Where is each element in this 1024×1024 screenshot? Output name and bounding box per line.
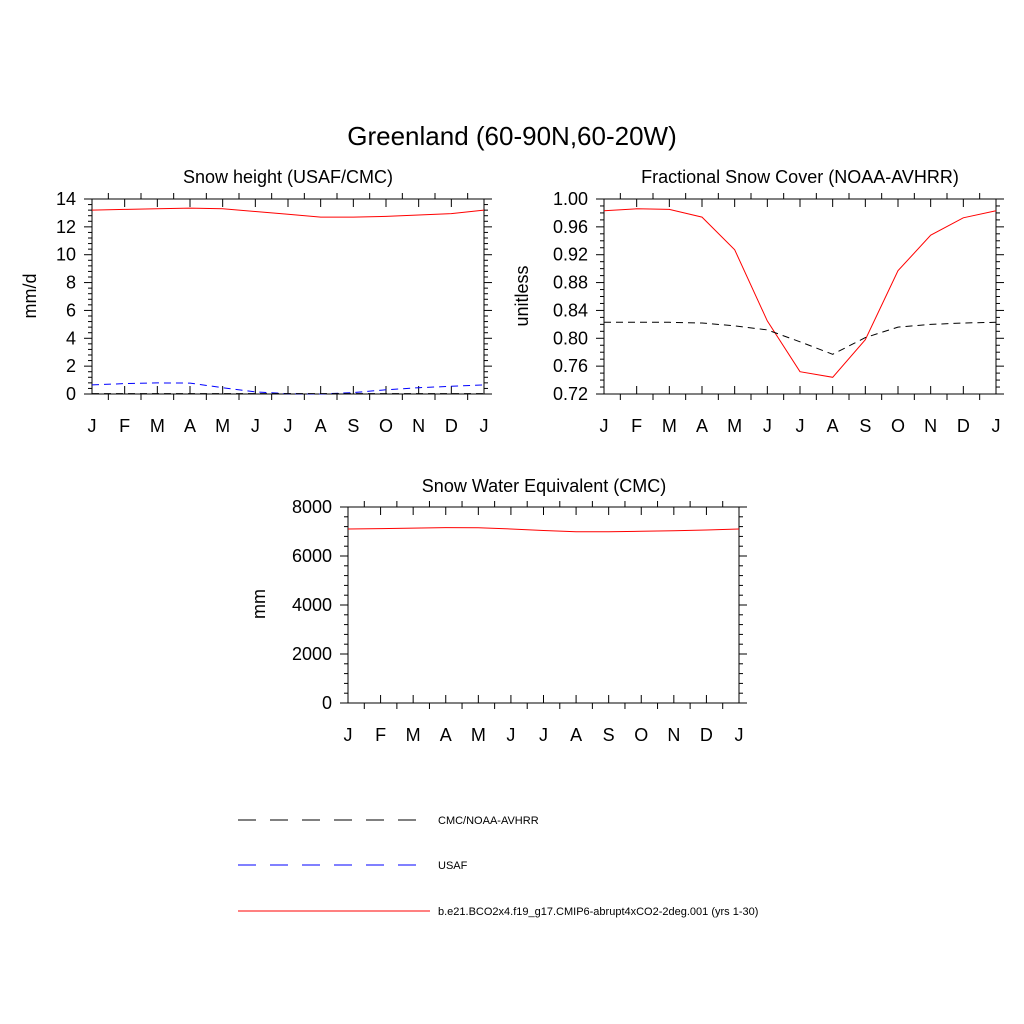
swe-xtick-label: J: [343, 725, 353, 745]
swe-xtick-label: M: [405, 725, 421, 745]
legend-label-usaf: USAF: [438, 860, 468, 872]
snow-cover-title: Fractional Snow Cover (NOAA-AVHRR): [641, 167, 959, 187]
swe-xtick-label: O: [634, 725, 649, 745]
snow-cover-xtick-label: J: [762, 416, 772, 436]
swe-xtick-label: M: [470, 725, 486, 745]
swe-ytick-label: 2000: [291, 644, 332, 664]
swe-ytick-label: 8000: [291, 497, 332, 517]
snow-cover-plot-frame: [604, 199, 996, 394]
snow-height-ytick-label: 10: [55, 244, 76, 265]
legend-label-cmc: CMC/NOAA-AVHRR: [438, 815, 539, 827]
snow-height-xtick-label: A: [183, 416, 197, 436]
swe-xtick-label: S: [602, 725, 615, 745]
snow-height-xtick-label: O: [378, 416, 394, 436]
swe-xtick-label: J: [506, 725, 516, 745]
snow-height-xtick-label: A: [314, 416, 327, 436]
snow-cover-xtick-label: J: [991, 416, 1001, 436]
snow-cover-series-0-line: [604, 209, 996, 377]
swe-series-0-line: [348, 528, 739, 532]
swe-ytick-label: 6000: [291, 546, 332, 566]
snow-height-ytick-label: 2: [65, 356, 76, 377]
snow-height-ytick-label: 8: [65, 272, 76, 293]
snow-height-xtick-label: J: [250, 416, 260, 436]
snow-height-ytick-label: 0: [65, 384, 76, 404]
snow-height-xtick-label: S: [347, 416, 360, 436]
snow-cover-ytick-label: 0.76: [552, 356, 588, 377]
snow-cover-ytick-label: 0.96: [552, 216, 588, 237]
legend-label-model: b.e21.BCO2x4.f19_g17.CMIP6-abrupt4xCO2-2deg.001 (yrs 1-30): [438, 906, 759, 918]
snow-height-xtick-label: N: [412, 416, 426, 436]
snow-height-xtick-label: F: [119, 416, 131, 436]
snow-height-plot-frame: [92, 199, 484, 394]
snow-height-ytick-label: 14: [55, 189, 76, 209]
snow-height-xtick-label: J: [479, 416, 489, 436]
swe-xtick-label: D: [699, 725, 713, 745]
snow-cover-xtick-label: F: [631, 416, 643, 436]
snow-cover-xtick-label: M: [727, 416, 743, 436]
snow-height-ytick-label: 4: [65, 328, 76, 349]
snow-cover-ytick-label: 0.88: [552, 272, 588, 293]
snow-cover-ylabel: unitless: [512, 265, 532, 327]
snow-height-ylabel: mm/d: [20, 273, 40, 319]
snow-cover-xtick-label: J: [795, 416, 805, 436]
figure-title: Greenland (60-90N,60-20W): [347, 121, 677, 151]
snow-cover-panel: [512, 167, 1004, 436]
snow-height-xtick-label: J: [87, 416, 97, 436]
swe-ytick-label: 0: [321, 693, 332, 713]
snow-cover-xtick-label: M: [661, 416, 677, 436]
snow-height-panel: [20, 167, 492, 436]
swe-xtick-label: A: [570, 725, 583, 745]
swe-xtick-label: J: [539, 725, 548, 745]
snow-cover-ytick-label: 0.84: [552, 300, 588, 321]
swe-title: Snow Water Equivalent (CMC): [421, 476, 667, 496]
swe-ytick-label: 4000: [291, 595, 332, 615]
snow-height-xtick-label: J: [283, 416, 293, 436]
snow-cover-xtick-label: A: [826, 416, 839, 436]
snow-cover-ytick-label: 0.92: [552, 244, 588, 265]
swe-xtick-label: A: [439, 725, 452, 745]
snow-height-ytick-label: 12: [55, 216, 76, 237]
swe-ylabel: mm: [249, 589, 269, 619]
snow-height-xtick-label: M: [149, 416, 165, 436]
snow-cover-xtick-label: A: [695, 416, 709, 436]
snow-height-xtick-label: D: [444, 416, 458, 436]
swe-xtick-label: N: [667, 725, 681, 745]
swe-xtick-label: J: [734, 725, 744, 745]
snow-cover-ytick-label: 0.80: [552, 328, 588, 349]
legend: [238, 815, 758, 918]
snow-cover-ytick-label: 0.72: [552, 384, 588, 404]
snow-height-series-0-line: [92, 208, 484, 217]
snow-height-xtick-label: M: [215, 416, 231, 436]
swe-plot-frame: [348, 507, 739, 703]
snow-cover-xtick-label: N: [924, 416, 938, 436]
swe-xtick-label: F: [375, 725, 387, 745]
snow-cover-xtick-label: S: [859, 416, 872, 436]
swe-panel: [249, 476, 747, 745]
snow-height-ytick-label: 6: [65, 300, 76, 321]
snow-cover-xtick-label: D: [956, 416, 970, 436]
snow-height-title: Snow height (USAF/CMC): [182, 167, 394, 187]
snow-cover-xtick-label: J: [599, 416, 609, 436]
snow-cover-series-1-line: [604, 322, 996, 354]
snow-cover-ytick-label: 1.00: [552, 189, 588, 209]
snow-cover-xtick-label: O: [890, 416, 906, 436]
